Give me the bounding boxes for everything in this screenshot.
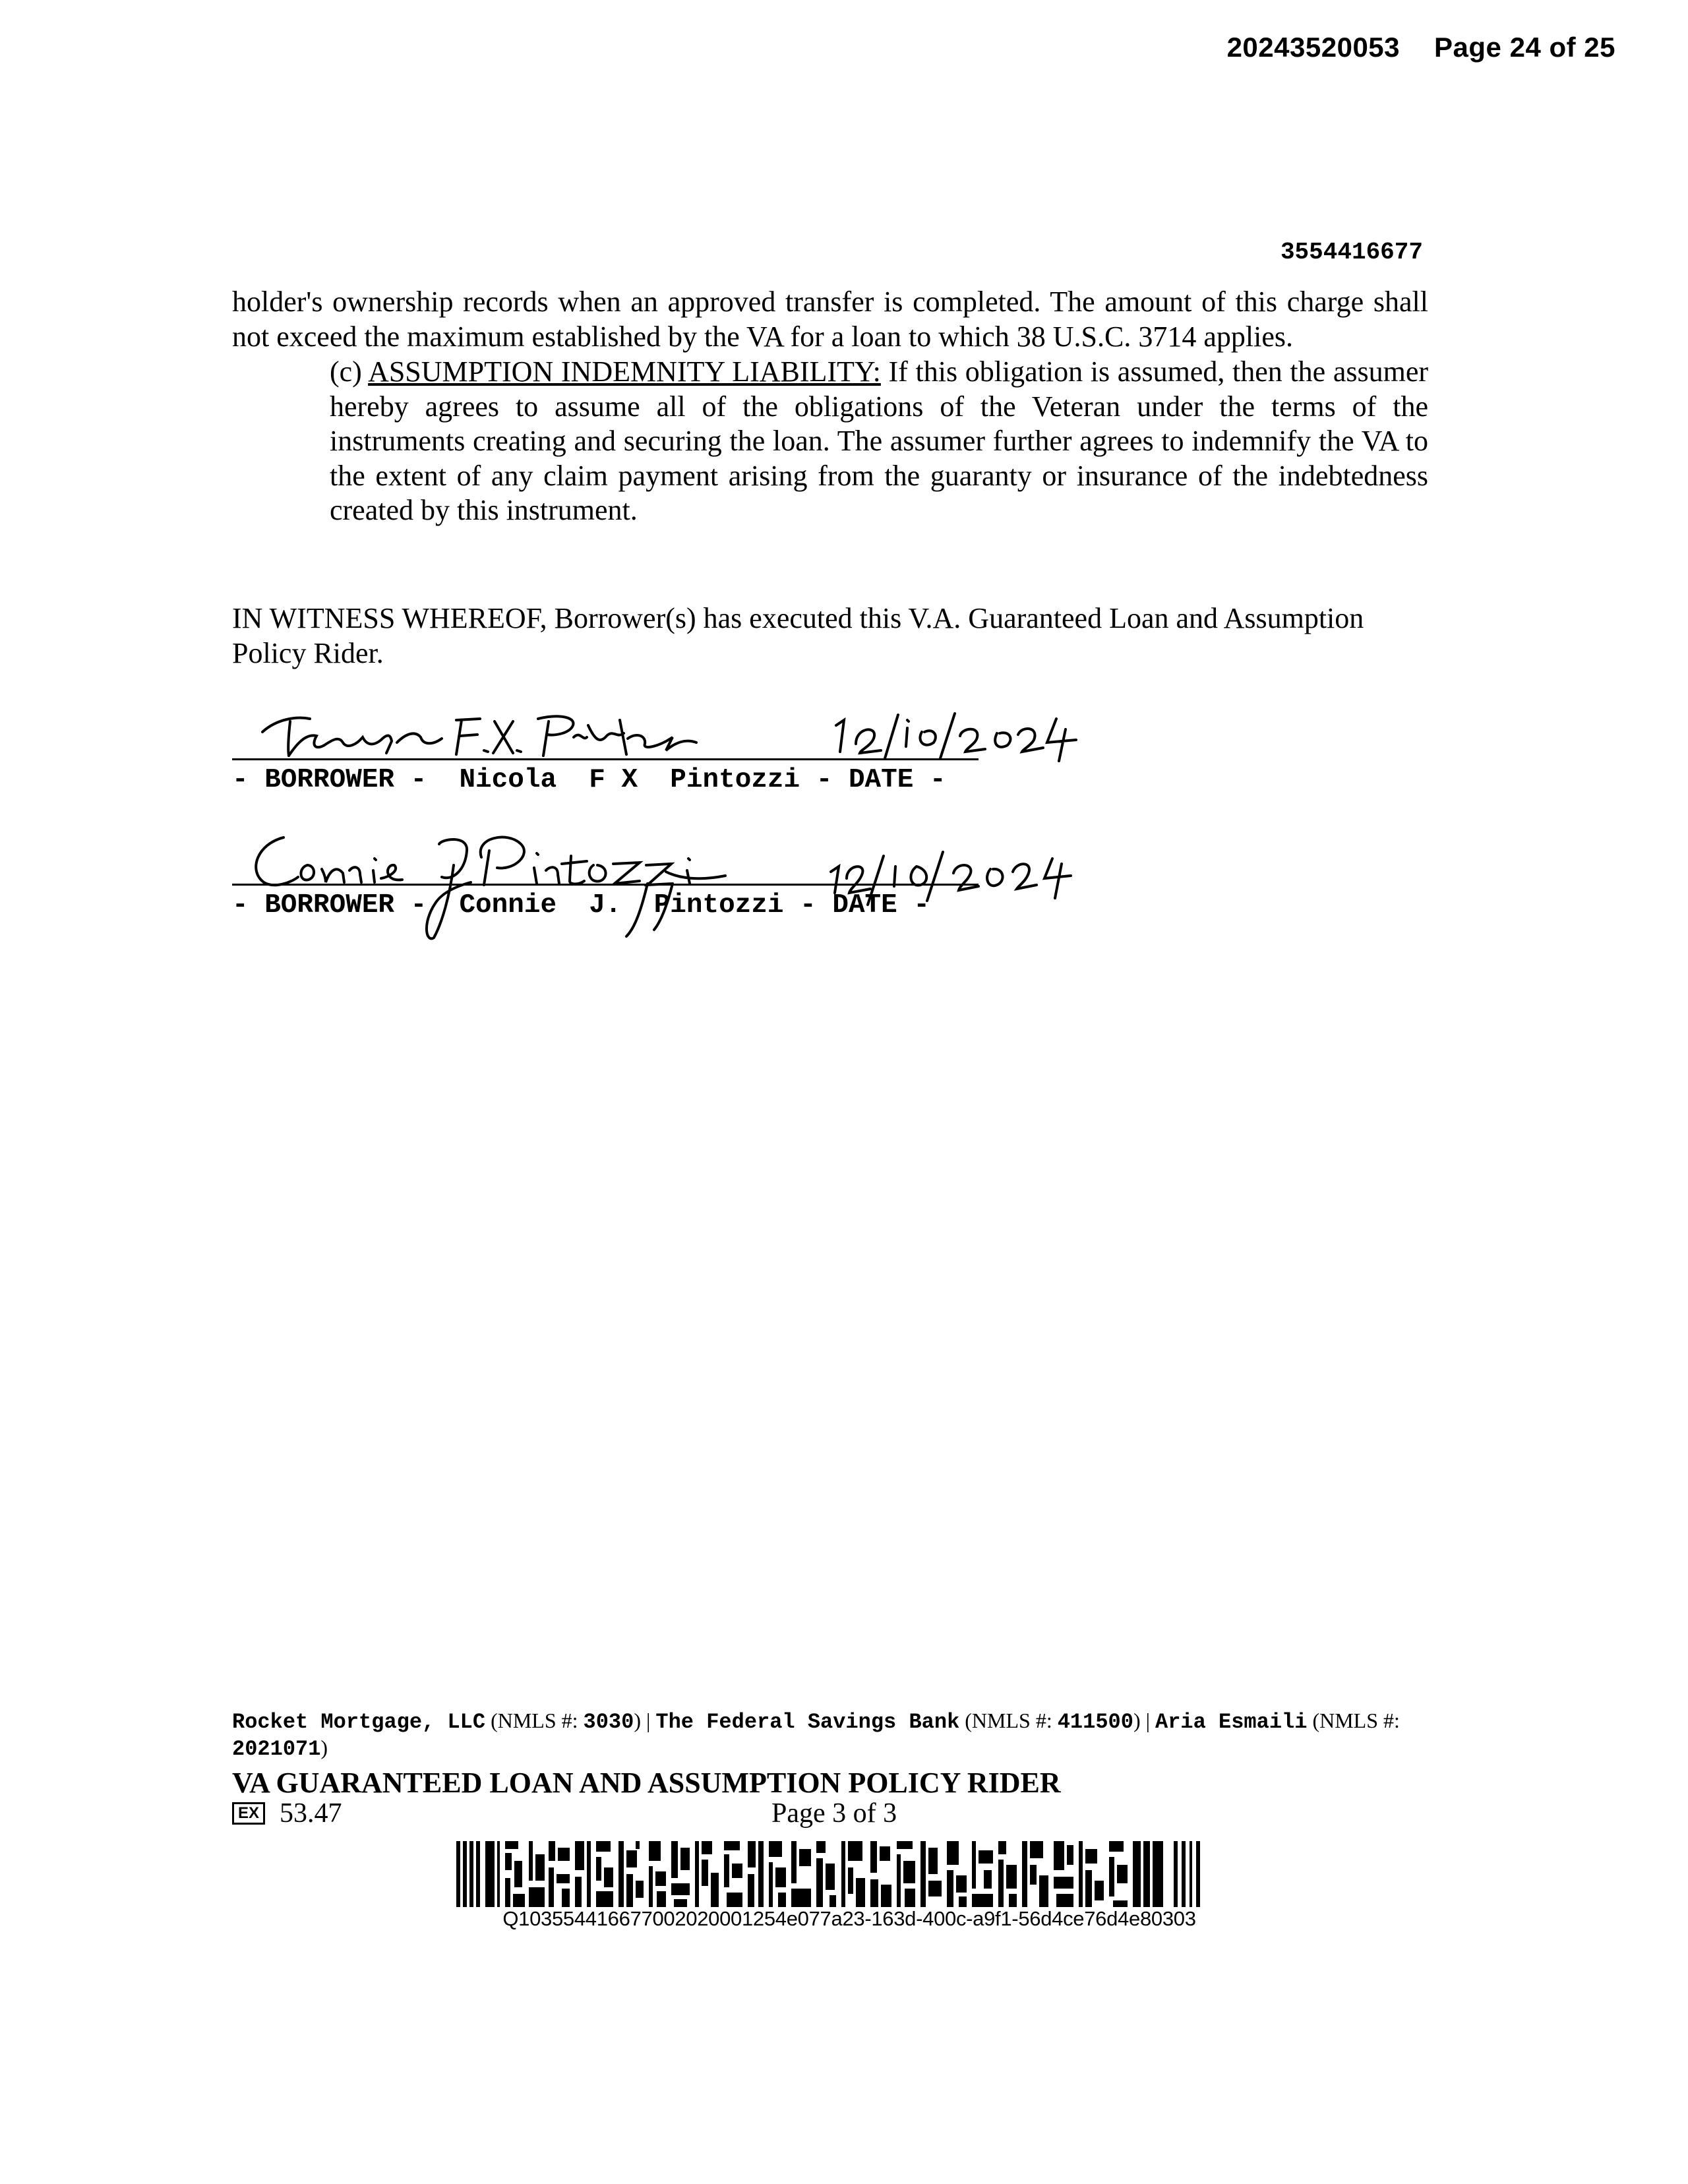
section-prefix: (c) xyxy=(330,355,369,388)
lender-name: Rocket Mortgage, LLC xyxy=(232,1710,486,1734)
section-text: If this obligation is assumed, then the assumer hereby agrees to assume all of the obligations of the Veteran under the terms of the instruments creating and securing the loan. The assumer further agrees to indemnify the VA to the extent of any claim payment arising from the guaranty or insurance of the indebtedness created by this instrument. xyxy=(330,355,1428,526)
page-header xyxy=(1227,32,1615,63)
form-number: 53.47 xyxy=(280,1798,342,1829)
borrower-1-signature xyxy=(251,707,725,760)
borrower-2-caption: - BORROWER - Connie J. Pintozzi - DATE - xyxy=(232,890,930,921)
body-paragraph-1: holder's ownership records when an approved transfer is completed. The amount of this charge shall not exceed the maximum established by the VA for a loan to which 38 U.S.C. 3714 applies. xyxy=(232,286,1428,353)
borrower-1-caption: - BORROWER - Nicola F X Pintozzi - DATE - xyxy=(232,765,946,795)
borrower-1-date-handwritten xyxy=(824,706,1088,765)
loan-number: 3554416677 xyxy=(1280,239,1423,266)
borrower-2-signature xyxy=(244,824,771,950)
lender-nmls-line: Rocket Mortgage, LLC (NMLS #: 3030) | The Federal Savings Bank (NMLS #: 411500) | Aria Esmaili (NMLS #: 2021071) xyxy=(232,1709,1400,1761)
witness-clause: IN WITNESS WHEREOF, Borrower(s) has executed this V.A. Guaranteed Loan and Assumption Policy Rider. xyxy=(232,602,1364,669)
borrower-1-signature-line xyxy=(232,758,979,760)
bank-name: The Federal Savings Bank xyxy=(655,1710,960,1734)
form-code xyxy=(232,1798,342,1829)
document-barcode xyxy=(456,1841,1242,1907)
body-paragraph-2 xyxy=(232,355,1428,528)
bank-nmls: 411500 xyxy=(1057,1710,1133,1734)
ex-badge-icon: EX xyxy=(232,1802,265,1825)
barcode-text: Q103554416677002020001254e077a23-163d-400c-a9f1-56d4ce76d4e80303 xyxy=(502,1907,1196,1930)
originator-name: Aria Esmaili xyxy=(1155,1710,1308,1734)
section-heading: ASSUMPTION INDEMNITY LIABILITY: xyxy=(368,355,881,388)
recording-number: 20243520053 xyxy=(1226,32,1401,63)
form-page-number: Page 3 of 3 xyxy=(771,1798,897,1829)
form-title: VA GUARANTEED LOAN AND ASSUMPTION POLICY RIDER xyxy=(232,1767,1061,1799)
originator-nmls: 2021071 xyxy=(232,1737,321,1761)
page-label: Page 24 of 25 xyxy=(1434,32,1615,63)
lender-nmls: 3030 xyxy=(583,1710,634,1734)
borrower-2-signature-line xyxy=(232,884,979,886)
